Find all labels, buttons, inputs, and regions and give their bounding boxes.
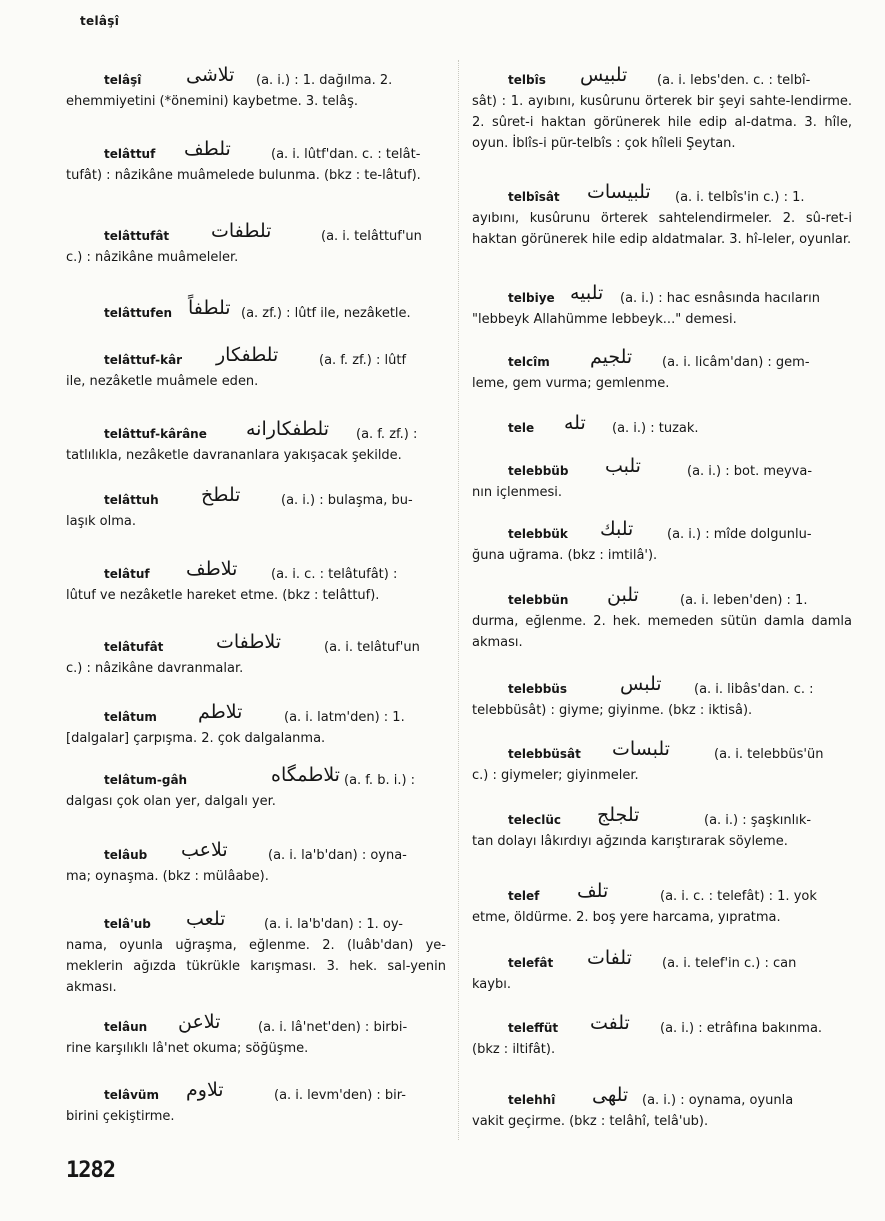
arabic-script: تلبيه	[570, 282, 604, 304]
definition-continuation: laşık olma.	[66, 514, 136, 529]
dictionary-entry	[66, 220, 446, 268]
definition-continuation: ile, nezâketle muâmele eden.	[66, 374, 259, 389]
definition-first-line: (a. i.) : şaşkınlık-	[704, 813, 812, 828]
definition-continuation: tatlılıkla, nezâketle davrananlara yakışacak şekilde.	[66, 448, 402, 463]
definition-continuation: (bkz : iltifât).	[472, 1042, 556, 1057]
headword: telâttuf	[104, 147, 156, 161]
dictionary-entry	[472, 181, 852, 250]
dictionary-entry	[66, 1079, 446, 1127]
definition-first-line: (a. i. latm'den) : 1.	[284, 710, 405, 725]
arabic-script: تلطفات	[211, 220, 272, 242]
arabic-script: تلاعب	[181, 839, 228, 861]
headword: telâttufen	[104, 306, 173, 320]
definition-first-line: (a. f. b. i.) :	[344, 773, 416, 788]
arabic-script: تلجلج	[597, 804, 640, 826]
dictionary-entry	[472, 804, 852, 852]
definition-first-line: (a. i.) : etrâfına bakınma.	[660, 1021, 823, 1036]
definition-first-line: (a. f. zf.) :	[356, 427, 418, 442]
definition-first-line: (a. i.) : oynama, oyunla	[642, 1093, 794, 1108]
definition-first-line: (a. i.) : hac esnâsında hacıların	[620, 291, 820, 306]
definition-continuation: rine karşılıklı lâ'net okuma; söğüşme.	[66, 1041, 309, 1056]
dictionary-entry	[472, 412, 852, 439]
arabic-script: تلفت	[590, 1012, 630, 1034]
definition-first-line: (a. i. telef'in c.) : can	[662, 956, 797, 971]
dictionary-entry	[472, 518, 852, 566]
arabic-script: تلاطفات	[216, 631, 282, 653]
definition-first-line: (a. i. c. : telâtufât) :	[271, 567, 398, 582]
definition-continuation: telebbüsât) : giyme; giyinme. (bkz : iktisâ).	[472, 703, 753, 718]
definition-continuation: ğuna uğrama. (bkz : imtilâ').	[472, 548, 658, 563]
dictionary-entry	[472, 673, 852, 721]
arabic-script: تلاعن	[178, 1011, 221, 1033]
headword: telebbüsât	[508, 747, 581, 761]
arabic-script: تلبك	[600, 518, 634, 540]
definition-continuation: nama, oyunla uğraşma, eğlenme. 2. (luâb'dan) ye-meklerin ağızda tükrükle karışması. 3. hek. sal-yenin akması.	[66, 938, 446, 995]
arabic-script: تلطفاً	[188, 297, 231, 319]
definition-continuation: [dalgalar] çarpışma. 2. çok dalgalanma.	[66, 731, 326, 746]
definition-first-line: (a. i.) : tuzak.	[612, 421, 699, 436]
dictionary-entry	[66, 558, 446, 606]
dictionary-entry	[66, 138, 446, 186]
dictionary-entry	[66, 297, 446, 324]
dictionary-entry	[66, 839, 446, 887]
arabic-script: تلبس	[620, 673, 662, 695]
definition-continuation: ehemmiyetini (*önemini) kaybetme. 3. telâş.	[66, 94, 358, 109]
definition-first-line: (a. i. la'b'dan) : 1. oy-	[264, 917, 403, 932]
dictionary-entry	[66, 1011, 446, 1059]
headword: telbîsât	[508, 190, 560, 204]
arabic-script: تلجيم	[590, 346, 633, 368]
arabic-script: تلاوم	[186, 1079, 224, 1101]
definition-continuation: tan dolayı lâkırdıyı ağzında karıştırarak söyleme.	[472, 834, 788, 849]
dictionary-entry	[472, 947, 852, 995]
headword: telcîm	[508, 355, 550, 369]
definition-first-line: (a. i.) : mîde dolgunlu-	[667, 527, 812, 542]
definition-continuation: etme, öldürme. 2. boş yere harcama, yıpratma.	[472, 910, 781, 925]
definition-first-line: (a. i.) : 1. dağılma. 2.	[256, 73, 393, 88]
dictionary-entry	[66, 908, 446, 998]
headword: telâub	[104, 848, 148, 862]
definition-continuation: nın içlenmesi.	[472, 485, 563, 500]
definition-continuation: tufât) : nâzikâne muâmelede bulunma. (bkz : te-lâtuf).	[66, 168, 421, 183]
definition-continuation: kaybı.	[472, 977, 511, 992]
definition-first-line: (a. zf.) : lûtf ile, nezâketle.	[241, 306, 411, 321]
headword: telâşî	[104, 73, 142, 87]
headword: telehhî	[508, 1093, 556, 1107]
headword: telâtufât	[104, 640, 164, 654]
definition-first-line: (a. i. telbîs'in c.) : 1.	[675, 190, 805, 205]
definition-first-line: (a. i. telebbüs'ün	[714, 747, 824, 762]
definition-continuation: durma, eğlenme. 2. hek. memeden sütün damla damla akması.	[472, 614, 852, 650]
arabic-script: تلطخ	[201, 484, 241, 506]
running-head: telâşî	[80, 14, 120, 28]
headword: teleffüt	[508, 1021, 559, 1035]
dictionary-entry	[472, 584, 852, 653]
definition-first-line: (a. i. la'b'dan) : oyna-	[268, 848, 407, 863]
definition-continuation: vakit geçirme. (bkz : telâhî, telâ'ub).	[472, 1114, 709, 1129]
arabic-script: تلفات	[587, 947, 632, 969]
definition-first-line: (a. i.) : bulaşma, bu-	[281, 493, 413, 508]
headword: telebbük	[508, 527, 568, 541]
definition-first-line: (a. i. c. : telefât) : 1. yok	[660, 889, 817, 904]
column-divider	[458, 60, 459, 1140]
arabic-script: تلف	[577, 880, 609, 902]
arabic-script: تلطف	[184, 138, 231, 160]
headword: telâtum	[104, 710, 157, 724]
dictionary-entry	[66, 64, 446, 112]
arabic-script: تلعب	[186, 908, 226, 930]
definition-first-line: (a. i.) : bot. meyva-	[687, 464, 813, 479]
definition-first-line: (a. i. leben'den) : 1.	[680, 593, 808, 608]
arabic-script: تلاشى	[186, 64, 235, 86]
definition-first-line: (a. i. lâ'net'den) : birbi-	[258, 1020, 408, 1035]
headword: telâun	[104, 1020, 148, 1034]
dictionary-entry	[472, 880, 852, 928]
definition-continuation: c.) : nâzikâne davranmalar.	[66, 661, 244, 676]
headword: tele	[508, 421, 535, 435]
arabic-script: تلطفكارانه	[246, 418, 329, 440]
arabic-script: تلاطم	[198, 701, 243, 723]
arabic-script: تله	[564, 412, 586, 434]
definition-continuation: lûtuf ve nezâketle hareket etme. (bkz : telâttuf).	[66, 588, 380, 603]
headword: telâttufât	[104, 229, 170, 243]
arabic-script: تلبسات	[612, 738, 670, 760]
headword: telâtum-gâh	[104, 773, 188, 787]
arabic-script: تلبيسات	[587, 181, 651, 203]
definition-first-line: (a. i. telâttuf'un	[321, 229, 422, 244]
definition-continuation: ayıbını, kusûrunu örterek sahtelendirmeler. 2. sû-ret-i haktan görünerek hile edip aldatmalar. 3. hî-leler, oyunlar.	[472, 211, 852, 247]
definition-first-line: (a. i. lûtf'dan. c. : telât-	[271, 147, 421, 162]
dictionary-entry	[472, 1084, 852, 1132]
dictionary-entry	[66, 484, 446, 532]
arabic-script: تلطفكار	[216, 344, 279, 366]
definition-continuation: leme, gem vurma; gemlenme.	[472, 376, 670, 391]
headword: telâ'ub	[104, 917, 151, 931]
dictionary-entry	[66, 418, 446, 466]
definition-continuation: sât) : 1. ayıbını, kusûrunu örterek bir şeyi sahte-lendirme. 2. sûret-i haktan görünerek hile edip al-datma. 3. hîle, oyun. İblîs-i pür-telbîs : çok hîleli Şeytan.	[472, 94, 852, 151]
definition-continuation: c.) : giymeler; giyinmeler.	[472, 768, 639, 783]
definition-continuation: ma; oynaşma. (bkz : mülâabe).	[66, 869, 269, 884]
headword: telbiye	[508, 291, 555, 305]
definition-continuation: c.) : nâzikâne muâmeleler.	[66, 250, 239, 265]
dictionary-entry	[472, 64, 852, 154]
headword: telef	[508, 889, 540, 903]
page-number: 1282	[66, 1158, 115, 1183]
dictionary-entry	[66, 701, 446, 749]
arabic-script: تلبب	[605, 455, 641, 477]
dictionary-entry	[472, 346, 852, 394]
definition-continuation: birini çekiştirme.	[66, 1109, 175, 1124]
arabic-script: تلبن	[607, 584, 639, 606]
headword: telâtuf	[104, 567, 150, 581]
dictionary-entry	[472, 738, 852, 786]
headword: telâttuf-kâr	[104, 353, 183, 367]
definition-first-line: (a. f. zf.) : lûtf	[319, 353, 407, 368]
definition-first-line: (a. i. levm'den) : bir-	[274, 1088, 406, 1103]
dictionary-entry	[66, 631, 446, 679]
arabic-script: تلاطمگاه	[271, 764, 340, 786]
headword: telâttuf-kârâne	[104, 427, 207, 441]
headword: telebbüs	[508, 682, 567, 696]
definition-continuation: dalgası çok olan yer, dalgalı yer.	[66, 794, 276, 809]
dictionary-entry	[472, 455, 852, 503]
dictionary-entry	[66, 764, 446, 812]
arabic-script: تلبيس	[580, 64, 628, 86]
headword: telebbüb	[508, 464, 569, 478]
definition-first-line: (a. i. telâtuf'un	[324, 640, 420, 655]
headword: telbîs	[508, 73, 546, 87]
headword: telâvüm	[104, 1088, 159, 1102]
headword: telebbün	[508, 593, 569, 607]
arabic-script: تلهى	[592, 1084, 629, 1106]
headword: teleclüc	[508, 813, 562, 827]
definition-continuation: "lebbeyk Allahümme lebbeyk..." demesi.	[472, 312, 737, 327]
definition-first-line: (a. i. lebs'den. c. : telbî-	[657, 73, 811, 88]
headword: telefât	[508, 956, 554, 970]
dictionary-entry	[472, 282, 852, 330]
dictionary-entry	[472, 1012, 852, 1060]
definition-first-line: (a. i. licâm'dan) : gem-	[662, 355, 810, 370]
arabic-script: تلاطف	[186, 558, 238, 580]
headword: telâttuh	[104, 493, 159, 507]
dictionary-entry	[66, 344, 446, 392]
definition-first-line: (a. i. libâs'dan. c. :	[694, 682, 814, 697]
